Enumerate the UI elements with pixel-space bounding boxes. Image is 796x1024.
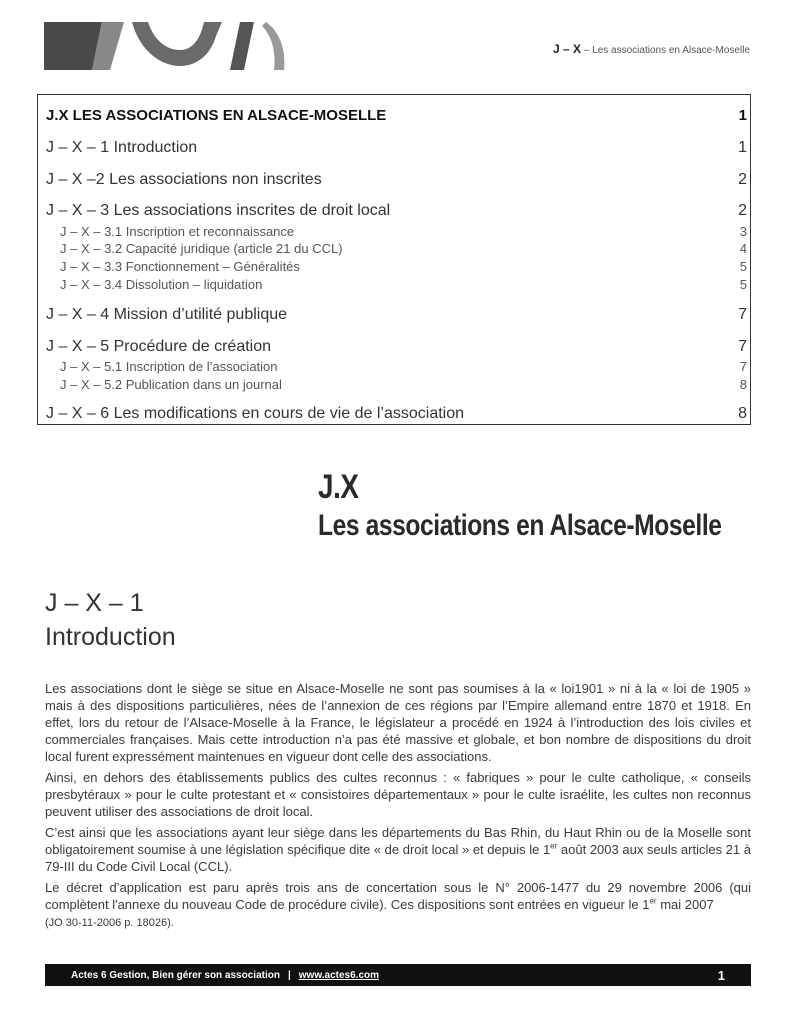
toc-title-page: 1 — [738, 107, 747, 124]
toc-subentry[interactable] — [60, 241, 747, 256]
toc-entry-label: J – X – 3 Les associations inscrites de droit local — [46, 202, 391, 219]
toc-subentry[interactable] — [60, 359, 747, 374]
header-subtitle: – Les associations en Alsace-Moselle — [581, 45, 750, 56]
toc-entry-label: J – X – 4 Mission d’utilité publique — [46, 306, 288, 323]
chapter-number: J.X — [318, 468, 359, 506]
running-header — [553, 42, 750, 56]
toc-entry-label: J – X – 3.4 Dissolution – liquidation — [60, 277, 263, 292]
toc-entry-page: 2 — [738, 202, 747, 219]
paragraph: Le décret d’application est paru après trois ans de concertation sous le N° 2006-1477 du 29 novembre 2006 (qui complètent l'annexe du nouveau Code de procédure civile). Ces dispositions sont entrées en vigueur le 1er mai 2007 (JO 30-11-2006 p. 18026). — [45, 880, 751, 929]
footer-text: Actes 6 Gestion, Bien gérer son association — [71, 969, 280, 981]
toc-entry-page: 8 — [738, 405, 747, 422]
page-number: 1 — [717, 967, 725, 983]
toc-entry-page: 7 — [739, 359, 747, 374]
toc-entry[interactable] — [46, 171, 747, 189]
chapter-heading — [318, 468, 722, 546]
toc-entry-page: 5 — [739, 277, 747, 292]
toc-entry[interactable] — [46, 139, 747, 157]
toc-entry-label: J – X – 5.1 Inscription de l’association — [60, 359, 278, 374]
header-code: J – X — [552, 42, 582, 56]
paragraph: C’est ainsi que les associations ayant leur siège dans les départements du Bas Rhin, du Haut Rhin ou de la Moselle sont obligatoirement soumise à une législation spécifique dite « de droit local » et depuis le 1er août 2003 aux seuls articles 21 à 79-III du Code Civil Local (CCL). — [45, 825, 751, 874]
toc-entry-label: J – X – 3.1 Inscription et reconnaissance — [60, 224, 295, 239]
toc-entry-label: J – X – 5.2 Publication dans un journal — [60, 377, 282, 392]
toc-entry-label: J – X – 5 Procédure de création — [46, 338, 272, 355]
toc-entry[interactable] — [46, 306, 747, 324]
paragraph: Les associations dont le siège se situe en Alsace-Moselle ne sont pas soumises à la « loi1901 » ni à la « loi de 1905 » mais à des dispositions particulières, nées de l’annexion de ces régions par l’Empire allemand entre 1870 et 1918. En effet, lors du retour de l’Alsace-Moselle à la France, le législateur a procédé en 1924 à l’introduction des lois civiles et commerciales françaises. Mais cette introduction n’a pas été massive et globale, et bon nombre de dispositions du droit local furent expressément maintenues en vigueur dont celle des associations. — [45, 681, 751, 764]
footer-website-link[interactable]: www.actes6.com — [298, 969, 380, 981]
toc-entry-page: 7 — [738, 338, 747, 355]
actes6-logo-graphic — [44, 22, 290, 70]
toc-entry-label: J – X – 6 Les modifications en cours de vie de l’association — [46, 405, 465, 422]
toc-subentry[interactable] — [60, 259, 747, 274]
toc-subentry[interactable] — [60, 224, 747, 239]
toc-title-row[interactable] — [46, 107, 747, 124]
toc-entry-page: 1 — [738, 139, 747, 156]
toc-entry[interactable] — [46, 338, 747, 356]
paragraph: Ainsi, en dehors des établissements publics des cultes reconnus : « fabriques » pour le culte catholique, « conseils presbytéraux » pour le culte protestant et « consistoires départementaux » pour le culte israélite, les cultes non reconnus peuvent utiliser des associations de droit local. — [45, 770, 751, 819]
toc-subentry[interactable] — [60, 277, 747, 292]
body-text — [45, 680, 751, 936]
table-of-contents — [37, 94, 751, 425]
toc-entry-page: 3 — [739, 224, 747, 239]
footer-separator: | — [287, 969, 291, 981]
toc-entry-page: 8 — [739, 377, 747, 392]
toc-entry-label: J – X – 3.3 Fonctionnement – Généralités — [60, 259, 300, 274]
section-heading — [45, 586, 176, 654]
journal-reference: (JO 30-11-2006 p. 18026). — [45, 917, 174, 929]
toc-entry-label: J – X –2 Les associations non inscrites — [46, 171, 322, 188]
section-number: J – X – 1 — [45, 589, 144, 617]
toc-entry-page: 7 — [738, 306, 747, 323]
toc-entry-label: J – X – 1 Introduction — [46, 139, 198, 156]
section-title: Introduction — [45, 623, 176, 651]
toc-subentry[interactable] — [60, 377, 747, 392]
toc-entry[interactable] — [46, 405, 747, 423]
page-footer — [45, 964, 751, 986]
toc-entry-page: 4 — [739, 241, 747, 256]
toc-entry-page: 2 — [738, 171, 747, 188]
toc-entry-page: 5 — [739, 259, 747, 274]
toc-entry[interactable] — [46, 202, 747, 220]
chapter-title: Les associations en Alsace-Moselle — [318, 509, 722, 542]
toc-title-label: J.X LES ASSOCIATIONS EN ALSACE-MOSELLE — [46, 107, 387, 124]
toc-entry-label: J – X – 3.2 Capacité juridique (article 21 du CCL) — [60, 241, 343, 256]
